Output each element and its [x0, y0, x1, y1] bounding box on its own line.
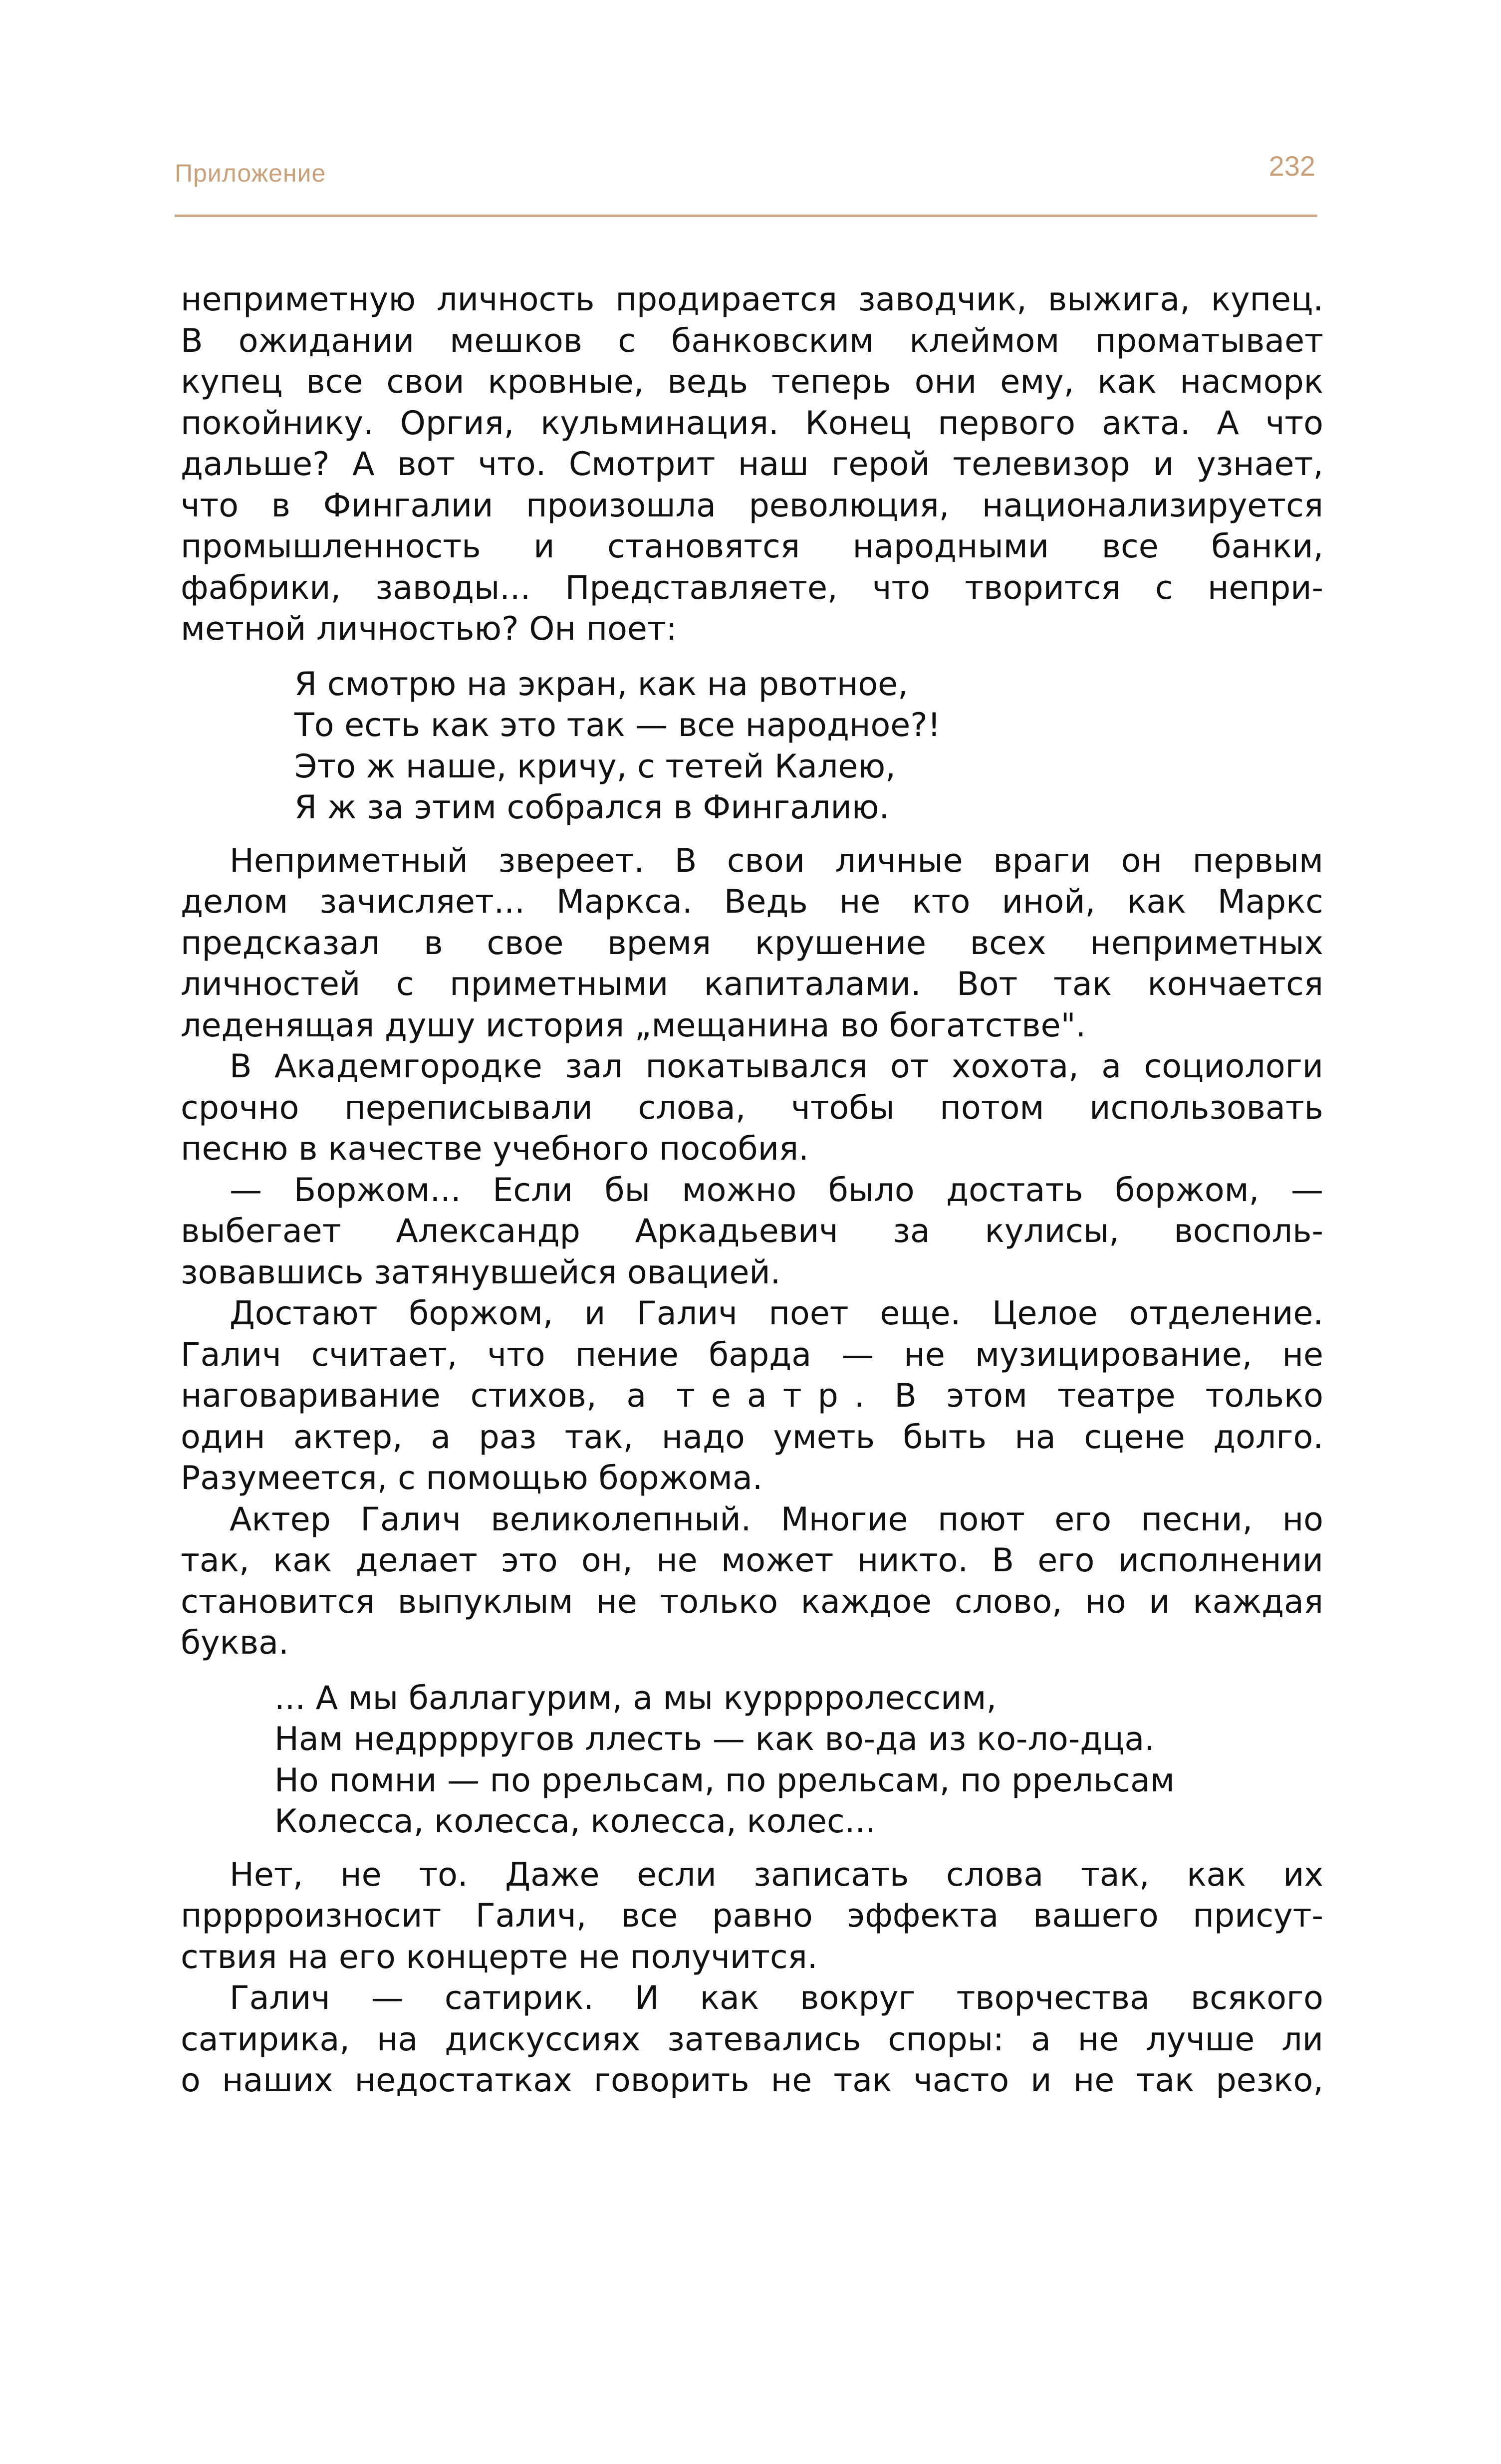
text-line: Актер Галич великолепный. Многие поют его песни, но — [230, 1500, 1323, 1538]
text-line: песню в качестве учебного пособия. — [181, 1130, 809, 1168]
verse-quote-1 — [181, 664, 1323, 829]
text-line: Неприметный звереет. В свои личные враги он первым — [230, 842, 1323, 880]
text-line: прррроизносит Галич, все равно эффекта вашего присут- — [181, 1897, 1323, 1935]
paragraph-6 — [181, 1499, 1323, 1664]
text-line: ствия на его концерте не получится. — [181, 1938, 818, 1976]
text-line: дальше? А вот что. Смотрит наш герой телевизор и узнает, — [181, 446, 1323, 483]
text-line: В ожидании мешков с банковским клеймом проматывает — [181, 322, 1323, 360]
text-line: неприметную личность продирается заводчик, выжига, купец. — [181, 281, 1323, 318]
text-line: срочно переписывали слова, чтобы потом использовать — [181, 1089, 1323, 1127]
text-fragment: наговаривание стихов, а — [181, 1377, 647, 1415]
text-line: сатирика, на дискуссиях затевались споры: а не лучше ли — [181, 2020, 1323, 2058]
paragraph-3 — [181, 1046, 1323, 1170]
text-line: зовавшись затянувшейся овацией. — [181, 1253, 781, 1291]
paragraph-4 — [181, 1170, 1323, 1294]
text-line: купец все свои кровные, ведь теперь они ему, как насморк — [181, 363, 1323, 401]
paragraph-7 — [181, 1855, 1323, 1978]
text-line — [181, 1376, 1323, 1417]
text-line: личностей с приметными капиталами. Вот так кончается — [181, 966, 1323, 1003]
paragraph-8 — [181, 1978, 1323, 2102]
verse-line: Это ж наше, кричу, с тетей Калею, — [294, 747, 896, 785]
text-line: так, как делает это он, не может никто. В его исполнении — [181, 1542, 1323, 1579]
text-line: Галич — сатирик. И как вокруг творчества всякого — [230, 1979, 1323, 2017]
verse-line: Я смотрю на экран, как на рвотное, — [294, 665, 908, 703]
text-line: фабрики, заводы... Представляете, что творится с непри- — [181, 569, 1323, 607]
text-line: Галич считает, что пение барда — не музицирование, не — [181, 1336, 1323, 1374]
verse-line: Колесса, колесса, колесса, колес... — [274, 1803, 876, 1840]
text-line: один актер, а раз так, надо уметь быть на сцене долго. — [181, 1418, 1323, 1456]
page-number: 232 — [1268, 150, 1315, 182]
text-line: метной личностью? Он поет: — [181, 610, 677, 648]
paragraph-2 — [181, 841, 1323, 1047]
paragraph-5 — [181, 1293, 1323, 1499]
text-line: о наших недостатках говорить не так часто и не так резко, — [181, 2062, 1323, 2099]
text-fragment: . В этом театре только — [854, 1377, 1323, 1415]
spaced-emphasis: театр — [676, 1377, 854, 1415]
paragraph-1 — [181, 279, 1323, 650]
verse-line: Но помни — по ррельсам, по ррельсам, по ррельсам — [274, 1761, 1175, 1799]
verse-line: ... А мы баллагурим, а мы курррролессим, — [274, 1679, 997, 1717]
header-rule — [175, 215, 1317, 217]
text-line: выбегает Александр Аркадьевич за кулисы, восполь- — [181, 1213, 1323, 1250]
text-line: что в Фингалии произошла революция, национализируется — [181, 487, 1323, 524]
text-line: становится выпуклым не только каждое слово, но и каждая — [181, 1583, 1323, 1621]
text-line: Достают боржом, и Галич поет еще. Целое отделение. — [230, 1295, 1323, 1332]
verse-line: Я ж за этим собрался в Фингалию. — [294, 789, 890, 826]
text-line: буква. — [181, 1624, 289, 1662]
verse-quote-2 — [181, 1678, 1323, 1843]
text-line: промышленность и становятся народными все банки, — [181, 528, 1323, 565]
body-text — [181, 279, 1323, 2102]
text-line: леденящая душу история „мещанина во богатстве". — [181, 1006, 1086, 1044]
verse-line: То есть как это так — все народное?! — [294, 707, 941, 744]
text-line: Разумеется, с помощью боржома. — [181, 1460, 763, 1497]
text-line: делом зачисляет... Маркса. Ведь не кто иной, как Маркс — [181, 883, 1323, 921]
text-line: предсказал в свое время крушение всех неприметных — [181, 924, 1323, 962]
text-line: — Боржом... Если бы можно было достать боржом, — — [230, 1171, 1323, 1209]
text-line: Нет, не то. Даже если записать слова так, как их — [230, 1856, 1323, 1894]
verse-line: Нам недрррругов ллесть — как во-да из ко-ло-дца. — [274, 1721, 1155, 1758]
text-line: В Академгородке зал покатывался от хохота, а социологи — [230, 1048, 1323, 1085]
running-title: Приложение — [175, 159, 326, 187]
text-line: покойнику. Оргия, кульминация. Конец первого акта. А что — [181, 404, 1323, 442]
